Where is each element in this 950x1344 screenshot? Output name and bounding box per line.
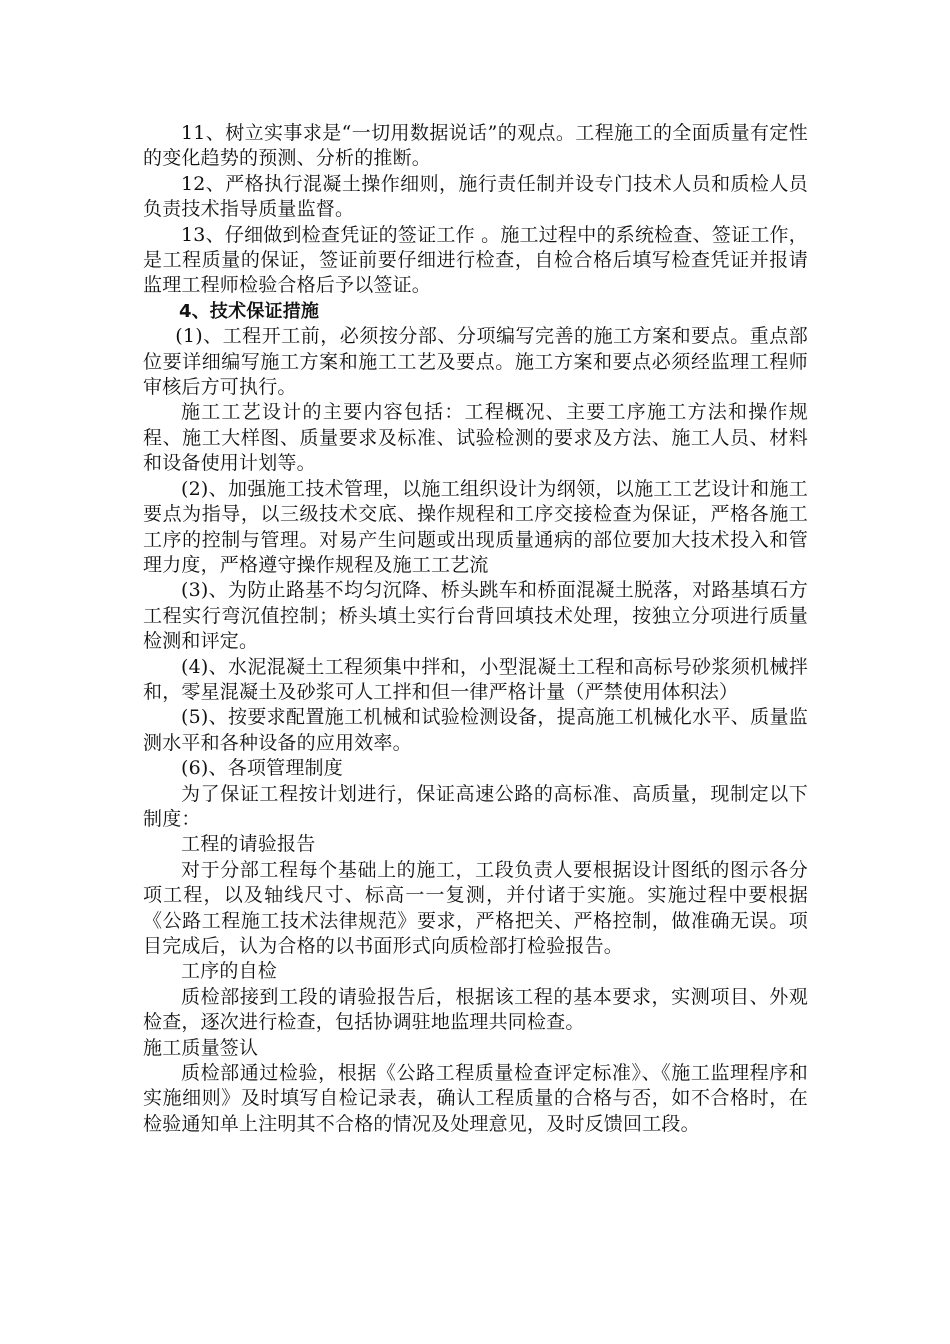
paragraph-measure-2: (2)、加强施工技术管理，以施工组织设计为纲领，以施工工艺设计和施工要点为指导，以三级技术交底、操作规程和工序交接检查为保证，严格各施工工序的控制与管理。对易产生问题或出现质量通病的部位要加大技术投入和管理力度，严格遵守操作规程及施工工艺流 xyxy=(143,477,808,576)
paragraph-item-11: 11、树立实事求是“一切用数据说话”的观点。工程施工的全面质量有定性的变化趋势的预测、分析的推断。 xyxy=(143,122,808,170)
paragraph-measure-4: (4)、水泥混凝土工程须集中拌和，小型混凝土工程和高标号砂浆须机械拌和，零星混凝土及砂浆可人工拌和但一律严格计量（严禁使用体积法） xyxy=(143,655,808,703)
paragraph-self-check: 质检部接到工段的请验报告后，根据该工程的基本要求，实测项目、外观检查，逐次进行检查，包括协调驻地监理共同检查。 xyxy=(143,985,808,1034)
paragraph-quality-signoff: 质检部通过检验，根据《公路工程质量检查评定标准》、《施工监理程序和实施细则》及时填写自检记录表，确认工程质量的合格与否，如不合格时，在检验通知单上注明其不合格的情况及处理意见，及时反馈回工段。 xyxy=(143,1062,808,1135)
paragraph-item-12: 12、严格执行混凝土操作细则，施行责任制并设专门技术人员和质检人员负责技术指导质量监督。 xyxy=(143,172,808,221)
paragraph-process-design: 施工工艺设计的主要内容包括：工程概况、主要工序施工方法和操作规程、施工大样图、质量要求及标准、试验检测的要求及方法、施工人员、材料和设备使用计划等。 xyxy=(143,401,808,475)
document-page xyxy=(143,121,808,1137)
section-heading: 4、技术保证措施 xyxy=(179,300,320,322)
subheading-inspection-request: 工程的请验报告 xyxy=(181,833,316,856)
paragraph-inspection-request: 对于分部工程每个基础上的施工，工段负责人要根据设计图纸的图示各分项工程，以及轴线尺寸、标高一一复测，并付诸于实施。实施过程中要根据《公路工程施工技术法律规范》要求，严格把关、严格控制，做准确无误。项目完成后，认为合格的以书面形式向质检部打检验报告。 xyxy=(143,858,808,957)
paragraph-measure-1: (1)、工程开工前，必须按分部、分项编写完善的施工方案和要点。重点部位要详细编写施工方案和施工工艺及要点。施工方案和要点必须经监理工程师审核后方可执行。 xyxy=(143,325,808,399)
subheading-self-check: 工序的自检 xyxy=(181,960,278,983)
paragraph-measure-3: (3)、为防止路基不均匀沉降、桥头跳车和桥面混凝土脱落，对路基填石方工程实行弯沉值控制；桥头填土实行台背回填技术处理，按独立分项进行质量检测和评定。 xyxy=(143,579,808,653)
paragraph-item-13: 13、仔细做到检查凭证的签证工作 。施工过程中的系统检查、签证工作，是工程质量的保证，签证前要仔细进行检查，自检合格后填写检查凭证并报请监理工程师检验合格后予以签证。 xyxy=(143,223,808,297)
paragraph-measure-5: (5)、按要求配置施工机械和试验检测设备，提高施工机械化水平、质量监测水平和各种设备的应用效率。 xyxy=(143,706,808,754)
subheading-quality-signoff: 施工质量签认 xyxy=(143,1036,259,1059)
paragraph-rules-intro: 为了保证工程按计划进行，保证高速公路的高标准、高质量，现制定以下制度： xyxy=(143,782,808,830)
paragraph-measure-6: (6)、各项管理制度 xyxy=(181,757,343,780)
